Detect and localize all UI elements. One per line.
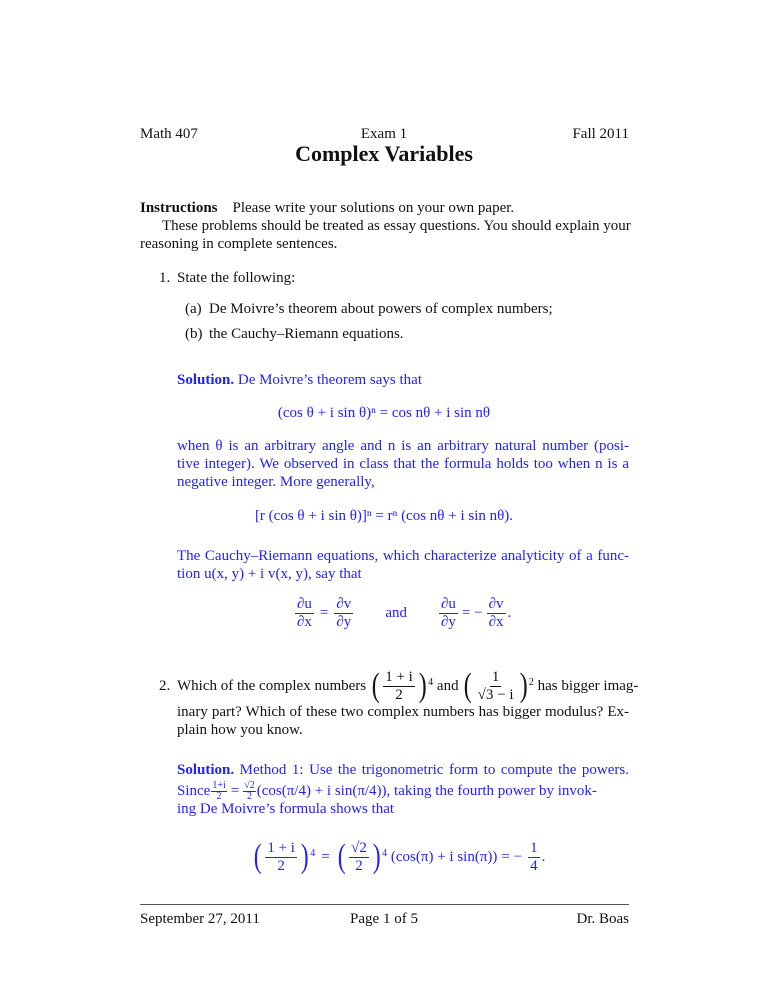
fraction: $\frac{\partial u}{\partial x}$	[297, 596, 312, 630]
footer-date: September 27, 2011	[140, 911, 260, 927]
fraction: $\frac{1 + i}{2}$	[385, 668, 413, 703]
instructions-label: Instructions	[140, 200, 218, 216]
instructions-line-2: These problems should be treated as essay questions. You should explain your	[162, 218, 631, 234]
cauchy-riemann-equations: $\frac{\partial u}{\partial x}$ = $\frac{\partial v}{\partial y}$ and $\frac{\partial u}{\partial y}$ = − $\frac{\partial v}{\partial x}$ .	[297, 596, 512, 630]
solution-1-para-line: when θ is an arbitrary angle and n is an arbitrary natural number (posi-	[177, 438, 629, 454]
instructions-line-1: Instructions Please write your solutions on your own paper.	[140, 200, 515, 216]
fraction: $\frac{\partial v}{\partial y}$	[336, 596, 352, 630]
problem-2-number: 2.	[159, 678, 171, 694]
fraction: $\frac{\partial u}{\partial y}$	[440, 596, 456, 630]
fraction: $\frac{\partial v}{\partial x}$	[488, 596, 504, 630]
problem-1-prompt: State the following:	[177, 270, 296, 286]
solution-1-para-line: The Cauchy–Riemann equations, which characterize analyticity of a func-	[177, 548, 629, 564]
problem-2-question-line: Which of the complex numbers ( $\frac{1 + i}{2}$ ) $^4$ and ( $\frac{1}{√3 - i}$ ) $^2$ has bigger imag-	[177, 667, 639, 704]
problem-2-line: inary part? Which of these two complex numbers has bigger modulus? Ex-	[177, 704, 629, 720]
course-label: Math 407	[140, 126, 198, 142]
part-a-label: (a)	[185, 301, 202, 317]
solution-1-para-line: tion u(x, y) + i v(x, y), say that	[177, 566, 362, 582]
problem-2-line: plain how you know.	[177, 722, 303, 738]
part-b-text: the Cauchy–Riemann equations.	[209, 326, 404, 342]
solution-2-line-3: ing De Moivre’s formula shows that	[177, 801, 395, 817]
part-a-text: De Moivre’s theorem about powers of complex numbers;	[209, 301, 553, 317]
exam-label: Exam 1	[360, 126, 408, 142]
fraction: $\frac{1}{√3 - i}$	[477, 668, 514, 703]
footer-page-number: Page 1 of 5	[350, 911, 418, 927]
solution-label: Solution.	[177, 372, 235, 388]
solution-1-para-line: tive integer). We observed in class that the formula holds too when n is a	[177, 456, 629, 472]
general-de-moivre-equation: [r (cos θ + i sin θ)]ⁿ = rⁿ (cos nθ + i sin nθ).	[254, 508, 514, 524]
solution-1-intro: Solution. De Moivre’s theorem says that	[177, 372, 422, 388]
problem-1-number: 1.	[159, 270, 171, 286]
de-moivre-equation: (cos θ + i sin θ)ⁿ = cos nθ + i sin nθ	[277, 405, 491, 421]
solution-2-line-1: Solution. Method 1: Use the trigonometric form to compute the powers.	[177, 762, 630, 778]
term-label: Fall 2011	[572, 126, 629, 142]
footer-author: Dr. Boas	[576, 911, 629, 927]
instructions-line-3: reasoning in complete sentences.	[140, 236, 338, 252]
page-title: Complex Variables	[295, 141, 473, 166]
footer-rule	[140, 904, 629, 905]
solution-1-para-line: negative integer. More generally,	[177, 474, 375, 490]
part-b-label: (b)	[185, 326, 203, 342]
solution-2-line-2: Since $\frac{1+i}{2}$ = $\frac{√2}{2}$ (cos(π/4) + i sin(π/4)), taking the fourth power by invok-	[177, 779, 597, 802]
fourth-power-equation: ( $\frac{1 + i}{2}$ ) $^4$ = ( $\frac{√2}{2}$ ) $^4$ (cos(π) + i sin(π)) = − $\frac{1}{4}$ .	[253, 838, 546, 875]
